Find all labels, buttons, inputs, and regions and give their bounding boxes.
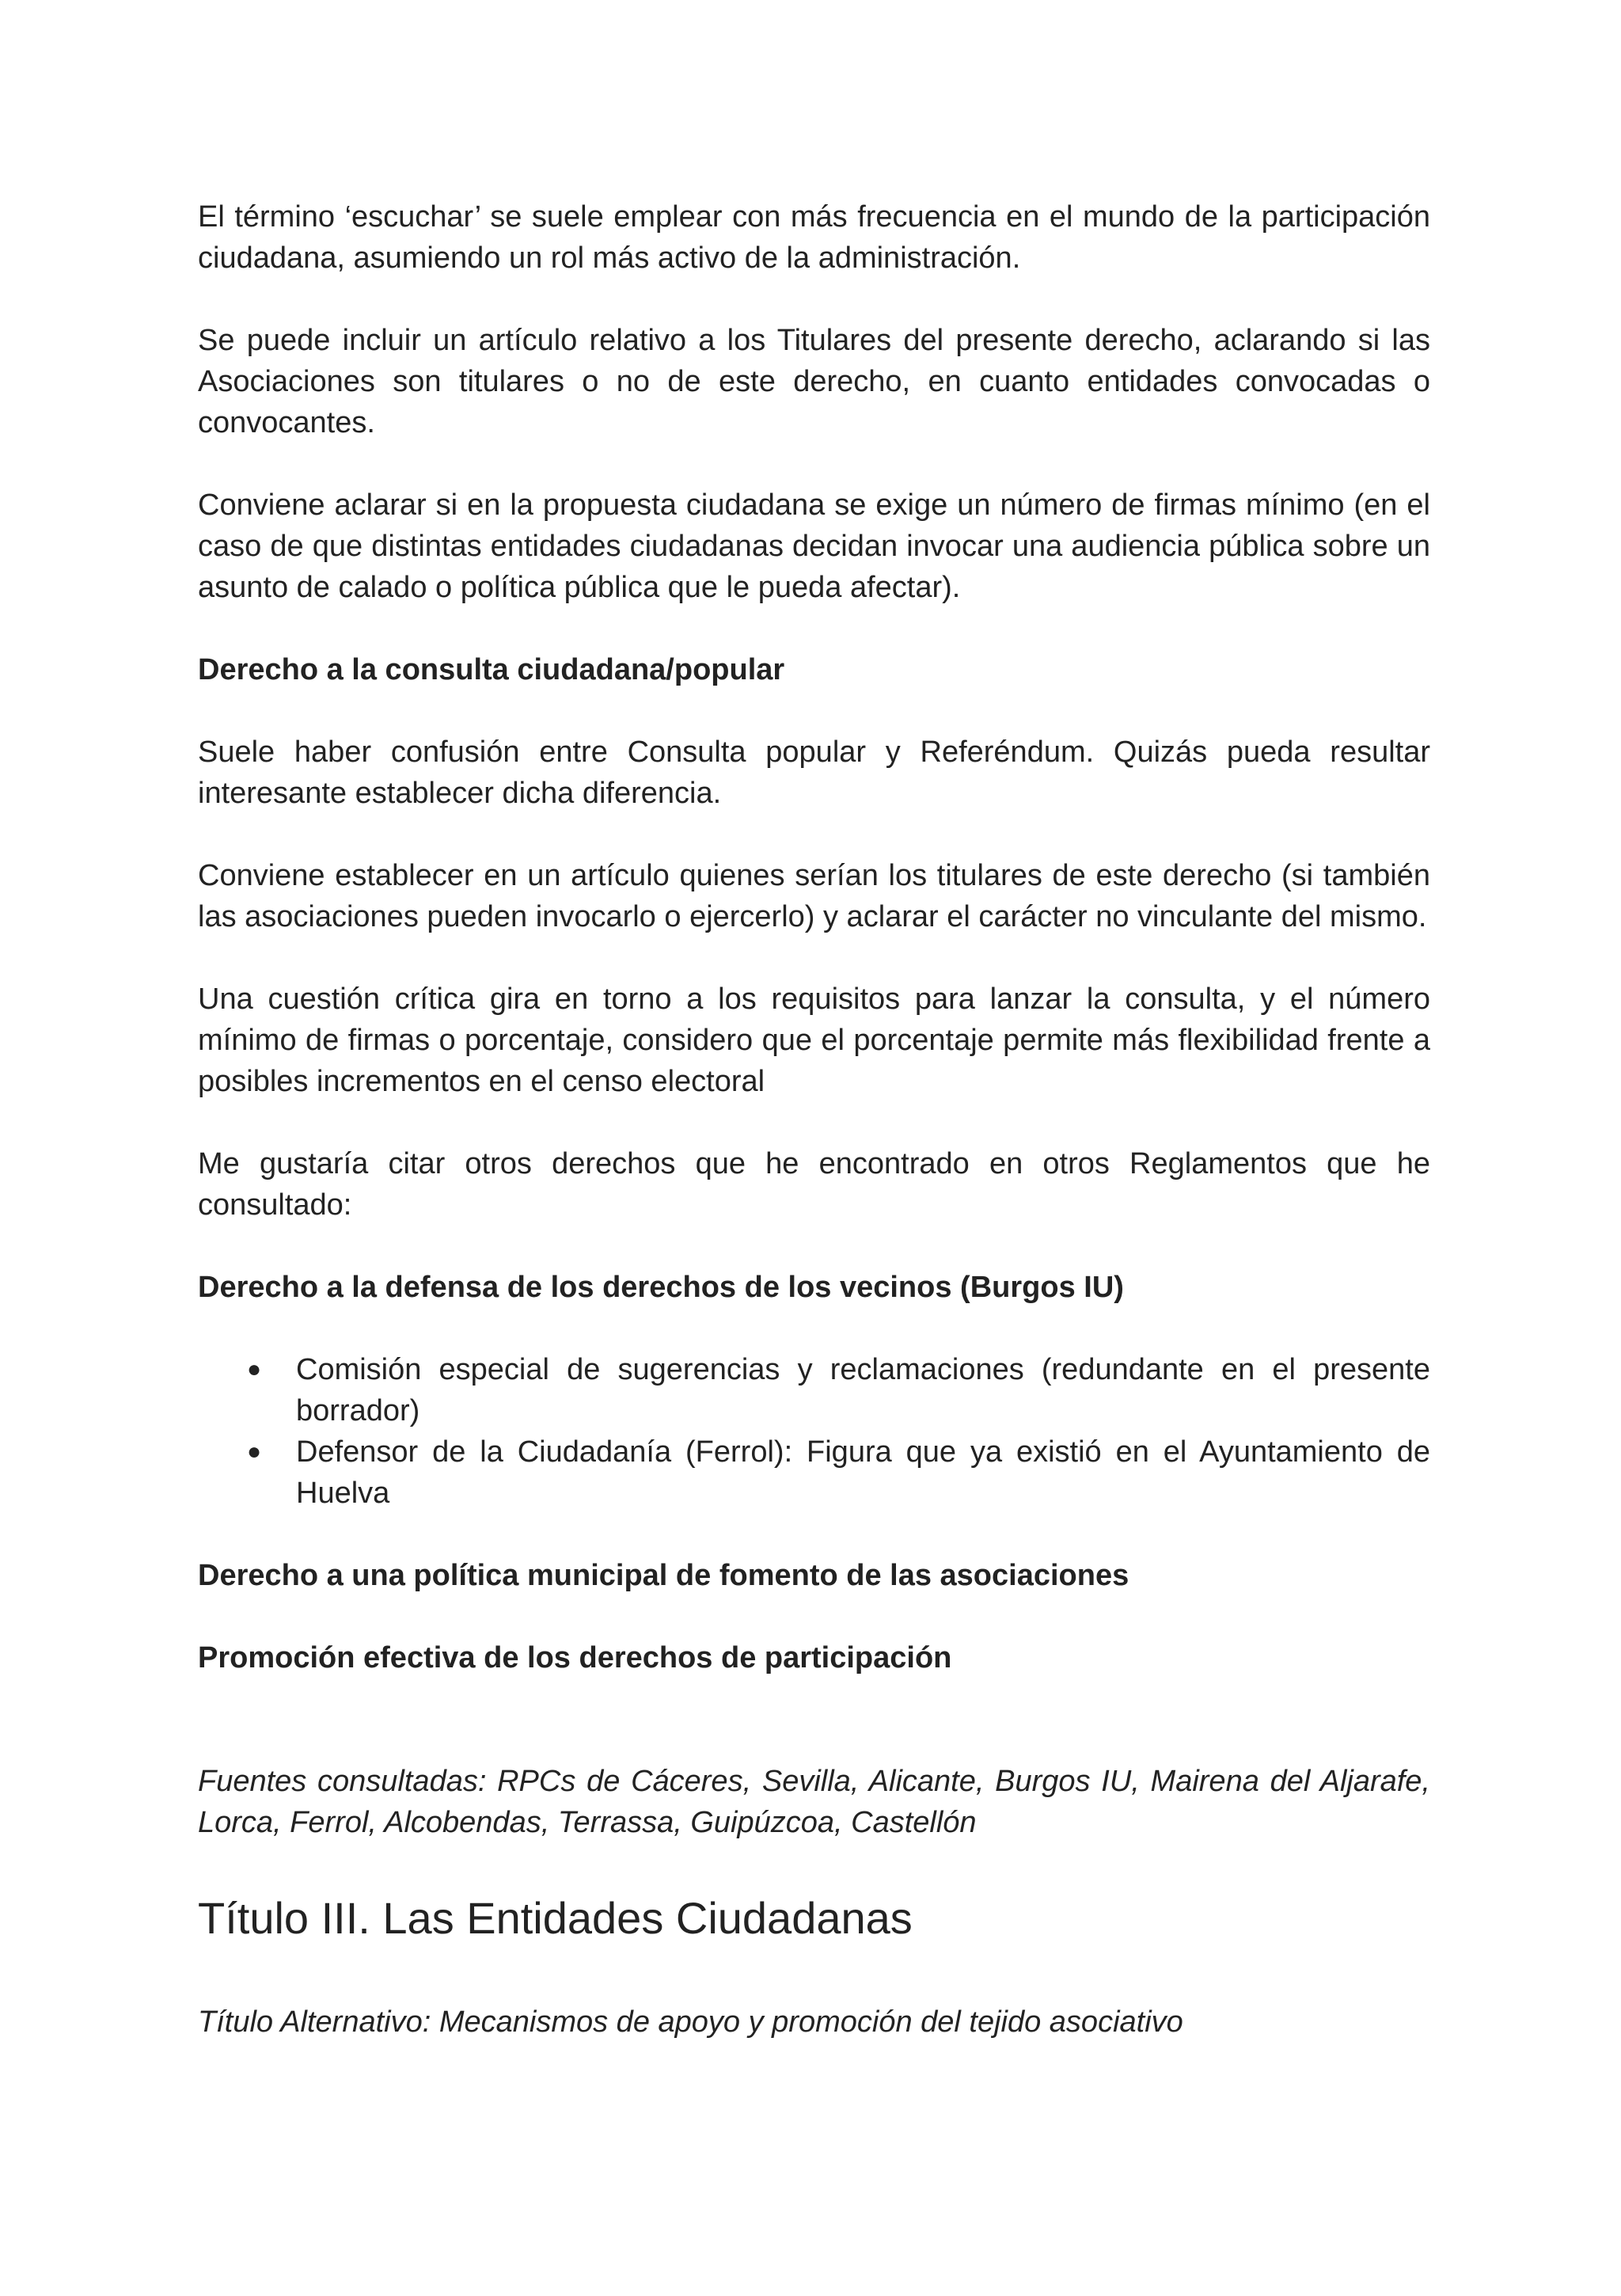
sources-note: Fuentes consultadas: RPCs de Cáceres, Sevilla, Alicante, Burgos IU, Mairena del Aljarafe, Lorca, Ferrol, Alcobendas, Terrassa, Guipúzcoa, Castellón (198, 1765, 1430, 1839)
list-item-text: Defensor de la Ciudadanía (Ferrol): Figura que ya existió en el Ayuntamiento de Huelva (296, 1435, 1430, 1510)
heading-consulta-ciudadana: Derecho a la consulta ciudadana/popular (198, 653, 785, 686)
list-item-text: Comisión especial de sugerencias y reclamaciones (redundante en el presente borrador) (296, 1353, 1430, 1427)
paragraph-firmas: Conviene aclarar si en la propuesta ciudadana se exige un número de firmas mínimo (en el caso de que distintas entidades ciudadanas decidan invocar una audiencia pública sobre un asunto de calado o política pública que le pueda afectar). (198, 488, 1430, 604)
paragraph-escuchar: El término ‘escuchar’ se suele emplear con más frecuencia en el mundo de la participación ciudadana, asumiendo un rol más activo de la administración. (198, 200, 1430, 275)
heading-promocion-efectiva: Promoción efectiva de los derechos de participación (198, 1641, 952, 1674)
paragraph-confusion: Suele haber confusión entre Consulta popular y Referéndum. Quizás pueda resultar interesante establecer dicha diferencia. (198, 736, 1430, 810)
paragraph-cuestion-critica: Una cuestión crítica gira en torno a los requisitos para lanzar la consulta, y el número mínimo de firmas o porcentaje, considero que el porcentaje permite más flexibilidad frente a posibles incrementos en el censo electoral (198, 983, 1430, 1098)
paragraph-titulares-consulta: Conviene establecer en un artículo quienes serían los titulares de este derecho (si también las asociaciones pueden invocarlo o ejercerlo) y aclarar el carácter no vinculante del mismo. (198, 859, 1430, 933)
paragraph-titulares: Se puede incluir un artículo relativo a los Titulares del presente derecho, aclarando si las Asociaciones son titulares o no de este derecho, en cuanto entidades convocadas o convocantes. (198, 324, 1430, 439)
heading-politica-municipal: Derecho a una política municipal de fomento de las asociaciones (198, 1559, 1129, 1592)
list-item (198, 1349, 1430, 1431)
list-item (198, 1431, 1430, 1514)
document-page (198, 196, 1430, 2084)
paragraph-otros-derechos: Me gustaría citar otros derechos que he encontrado en otros Reglamentos que he consultado: (198, 1147, 1430, 1222)
bullet-list (198, 1349, 1430, 1514)
heading-defensa-derechos: Derecho a la defensa de los derechos de los vecinos (Burgos IU) (198, 1271, 1124, 1304)
bullet-icon: ● (247, 1356, 262, 1382)
section-title: Título III. Las Entidades Ciudadanas (198, 1893, 913, 1943)
alternative-title: Título Alternativo: Mecanismos de apoyo y promoción del tejido asociativo (198, 2005, 1183, 2039)
bullet-icon: ● (247, 1439, 262, 1465)
